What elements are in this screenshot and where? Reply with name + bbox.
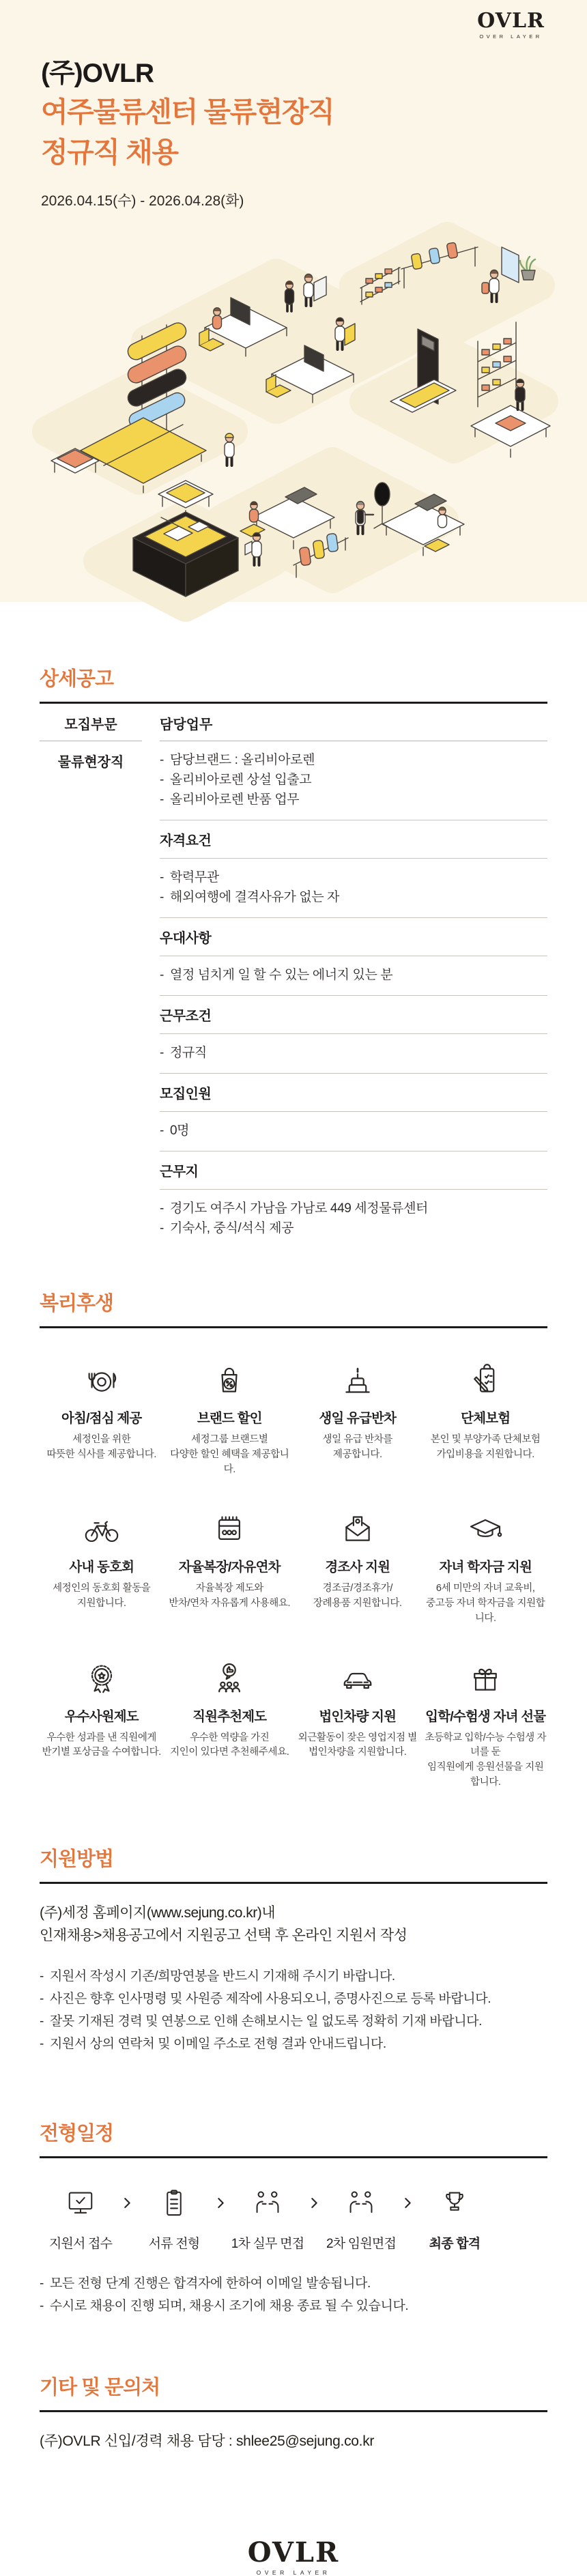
benefit-caption [424,1731,548,1790]
chevron-right-icon [124,2184,131,2222]
caption-line: 초등학교 입학/수능 수험생 자녀를 둔 [425,1732,547,1758]
caption-line: 자율복장 제도와 [195,1583,263,1594]
benefit-title: 입학/수험생 자녀 선물 [425,1708,546,1724]
benefit-title: 경조사 지원 [325,1560,390,1575]
preference-list [160,956,547,995]
caption-line: 가입비용을 지원합니다. [436,1448,534,1460]
detail-table-header [40,704,547,741]
benefit-card [424,1507,548,1626]
caption-line: 장례용품 지원합니다. [313,1598,402,1609]
caption-line: 반기별 포상금을 수여합니다. [42,1747,161,1758]
list-item: - 지원서 작성시 기존/희망연봉을 반드시 기재해 주시기 바랍니다. [40,1965,547,1988]
detail-right-column [160,741,547,1248]
apply-intro [40,1902,547,1947]
caption-line: 우수한 성과를 낸 직원에게 [46,1732,157,1743]
list-item: - 기숙사, 중식/석식 제공 [160,1218,547,1238]
section-rule [40,1882,547,1884]
caption-line: 세정인의 동호회 활동을 [53,1583,151,1594]
caption-line: 지인이 있다면 추천해주세요. [170,1747,289,1758]
schedule-step [40,2184,121,2252]
benefit-caption [424,1582,548,1626]
apply-section [40,1844,547,2055]
detail-section [40,663,547,1248]
list-item: - 담당브랜드 : 올리비아로렌 [160,750,547,770]
brand-tagline: OVER LAYER [256,2568,331,2576]
caption-line: 다양한 할인 혜택을 제공합니다. [170,1448,289,1475]
subsection-heading-workplace: 근무지 [160,1151,547,1190]
benefit-caption [40,1433,164,1463]
benefit-title: 단체보험 [461,1411,511,1426]
graduation-cap-icon [424,1507,548,1548]
benefit-title: 직원추천제도 [192,1708,267,1724]
list-item: - 0명 [160,1121,547,1141]
benefit-caption [168,1582,292,1612]
company-name: (주)OVLR [41,59,154,88]
meal-icon [40,1358,164,1399]
section-title-contact: 기타 및 문의처 [40,2376,160,2399]
benefit-title: 사내 동호회 [69,1560,134,1575]
award-medal-icon [40,1657,164,1698]
chevron-right-icon [404,2184,412,2222]
section-rule [40,2156,547,2158]
qualification-list [160,859,547,917]
schedule-step [320,2184,402,2252]
posting-title-line2: 정규직 채용 [41,137,178,169]
subsection-heading-qualification: 자격요건 [160,820,547,859]
work-condition-list [160,1034,547,1073]
schedule-note-list [40,2272,547,2317]
benefit-card [296,1657,420,1790]
headcount-list [160,1112,547,1151]
chevron-right-icon [311,2184,318,2222]
section-title-benefits: 복리후생 [40,1293,114,1315]
list-item: - 지원서 상의 연락처 및 이메일 주소로 전형 결과 안내드립니다. [40,2033,547,2055]
schedule-steps [40,2184,547,2252]
duty-list [160,741,547,820]
list-item: - 올리비아로렌 상설 입출고 [160,770,547,790]
column-header-duty: 담당업무 [160,704,547,741]
referral-people-icon [168,1657,292,1698]
caption-line: 지원합니다. [76,1598,126,1609]
benefit-card [40,1657,164,1790]
caption-line: 따뜻한 식사를 제공합니다. [46,1448,157,1460]
step-label: 1차 실무 면접 [231,2236,304,2251]
caption-line: 본인 및 부양가족 단체보험 [430,1434,541,1445]
caption-line: 법인차량을 지원합니다. [309,1747,407,1758]
list-item: - 올리비아로렌 반품 업무 [160,790,547,810]
step-label: 2차 임원면접 [326,2236,397,2251]
monitor-check-icon [40,2184,121,2222]
caption-line: 외근활동이 잦은 영업지점 별 [298,1732,417,1743]
subsection-heading-work-condition: 근무조건 [160,995,547,1034]
list-item: - 해외여행에 결격사유가 없는 자 [160,887,547,907]
money-envelope-icon [296,1507,420,1548]
trophy-icon [414,2184,496,2222]
caption-line: 우수한 역량을 가진 [190,1732,270,1743]
workplace-list [160,1190,547,1248]
column-header-recruit-part: 모집부문 [40,704,142,741]
benefit-card [40,1358,164,1477]
benefit-card [296,1507,420,1626]
benefit-card [40,1507,164,1626]
car-icon [296,1657,420,1698]
benefit-caption [168,1731,292,1761]
benefit-title: 브랜드 할인 [197,1411,262,1426]
benefit-caption [424,1433,548,1463]
benefits-grid [40,1358,547,1790]
contact-email-line: (주)OVLR 신입/경력 채용 담당 : shlee25@sejung.co.kr [40,2433,375,2449]
detail-table-body [40,741,547,1248]
caption-line: 세정인을 위한 [72,1434,131,1445]
hero-titles [0,0,587,210]
discount-bag-icon [168,1358,292,1399]
benefit-title: 우수사원제도 [64,1708,139,1724]
hero-section [0,0,587,602]
benefit-title: 생일 유급반차 [319,1411,397,1426]
benefit-caption [168,1433,292,1477]
benefit-title: 아침/점심 제공 [61,1411,142,1426]
schedule-section [40,2118,547,2317]
step-label: 지원서 접수 [48,2236,113,2251]
insurance-clipboard-icon [424,1358,548,1399]
posting-title-line1: 여주물류센터 물류현장직 [41,96,334,128]
benefit-caption [40,1582,164,1612]
apply-note-list [40,1965,547,2055]
step-label: 서류 전형 [148,2236,200,2251]
brand-logo-text: OVLR [477,9,545,33]
benefit-title: 자율복장/자유연차 [178,1560,281,1575]
brand-tagline: OVER LAYER [479,33,543,40]
apply-intro-line: 인재채용>채용공고에서 지원공고 선택 후 온라인 지원서 작성 [40,1928,407,1944]
benefit-card [168,1657,292,1790]
position-name: 물류현장직 [57,755,124,770]
list-item: - 정규직 [160,1043,547,1063]
application-period: 2026.04.15(수) - 2026.04.28(화) [41,192,244,209]
warehouse-illustration [0,225,587,602]
benefit-card [168,1358,292,1477]
interview-people-icon [320,2184,402,2222]
benefit-caption [40,1731,164,1761]
benefit-card [424,1657,548,1790]
schedule-step [227,2184,309,2252]
calendar-icon [168,1507,292,1548]
gift-box-icon [424,1657,548,1698]
caption-line: 중고등 자녀 학자금을 지원합니다. [426,1598,545,1624]
section-title-detail: 상세공고 [40,668,114,690]
apply-intro-line: (주)세정 홈페이지(www.sejung.co.kr)내 [40,1904,275,1921]
list-item: - 모든 전형 단계 진행은 합격자에 한하여 이메일 발송됩니다. [40,2272,547,2295]
document-icon [133,2184,215,2222]
list-item: - 학력무관 [160,868,547,887]
list-item: - 잘못 기재된 경력 및 연봉으로 인해 손해보시는 일 없도록 정확히 기재 바랍니다. [40,2010,547,2033]
benefit-caption [296,1582,420,1612]
brand-logo-text: OVLR [247,2536,340,2568]
benefit-title: 법인차량 지원 [319,1708,397,1724]
schedule-step [414,2184,496,2252]
poster-body [0,663,587,2576]
caption-line: 경조금/경조휴가/ [322,1583,392,1594]
caption-line: 세정그룹 브랜드별 [191,1434,268,1445]
section-title-apply: 지원방법 [40,1848,114,1870]
schedule-step [133,2184,215,2252]
list-item: - 사진은 향후 인사명령 및 사원증 제작에 사용되오니, 증명사진으로 등록 바랍니다. [40,1988,547,2010]
caption-line: 6세 미만의 자녀 교육비, [435,1583,535,1594]
section-title-schedule: 전형일정 [40,2122,114,2145]
benefit-caption [296,1731,420,1761]
subsection-heading-preference: 우대사항 [160,917,547,956]
benefit-card [168,1507,292,1626]
contact-section [40,2372,547,2450]
benefit-card [296,1358,420,1477]
subsection-heading-headcount: 모집인원 [160,1073,547,1112]
interview-people-icon [227,2184,309,2222]
list-item: - 수시로 채용이 진행 되며, 채용시 조기에 채용 종료 될 수 있습니다. [40,2295,547,2317]
caption-line: 생일 유급 반차를 [322,1434,392,1445]
step-label: 최종 합격 [429,2236,481,2251]
caption-line: 제공합니다. [332,1448,382,1460]
list-item: - 경기도 여주시 가남읍 가남로 449 세정물류센터 [160,1199,547,1218]
footer-logo [40,2536,547,2576]
section-rule [40,2410,547,2412]
chevron-right-icon [217,2184,225,2222]
list-item: - 열정 넘치게 일 할 수 있는 에너지 있는 분 [160,965,547,985]
benefit-title: 자녀 학자금 지원 [439,1560,532,1575]
birthday-cake-icon [296,1358,420,1399]
caption-line: 반차/연차 자유롭게 사용해요. [169,1598,291,1609]
bicycle-icon [40,1507,164,1548]
benefit-caption [296,1433,420,1463]
caption-line: 임직원에게 응원선물을 지원합니다. [427,1762,544,1788]
benefit-card [424,1358,548,1477]
section-rule [40,1326,547,1328]
benefits-section [40,1288,547,1790]
